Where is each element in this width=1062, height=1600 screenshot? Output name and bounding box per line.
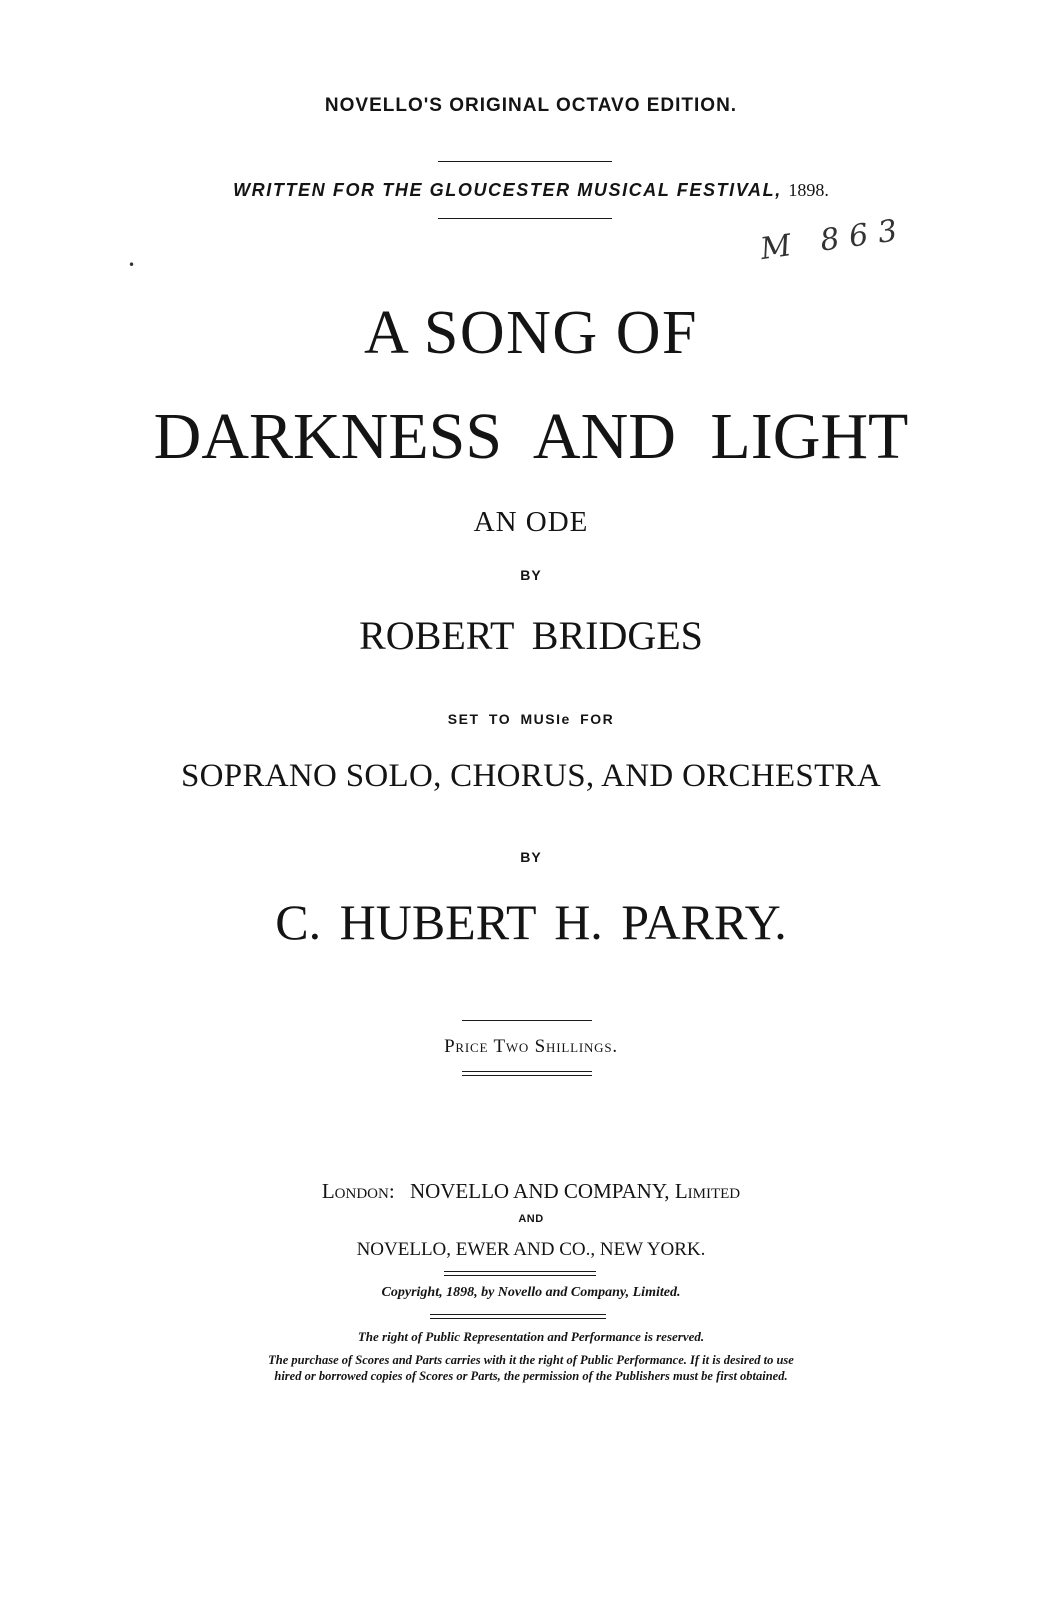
composer-name: C. HUBERT H. PARRY. [275,894,787,950]
price-line: Price Two Shillings. [444,1036,618,1057]
rights-line-2: The purchase of Scores and Parts carries with it the right of Public Performance. If it is desired to use [268,1353,794,1367]
imprint-and: AND [518,1213,544,1225]
rule-below-price [462,1071,592,1076]
festival-text: WRITTEN FOR THE GLOUCESTER MUSICAL FESTIVAL, [233,180,782,200]
subtitle: AN ODE [473,506,589,538]
imprint-london-line [0,1181,1062,1202]
imprint-publisher: NOVELLO AND COMPANY, [409,1179,670,1203]
rights-line-3: hired or borrowed copies of Scores or Parts, the permission of the Publishers must be first obtained. [274,1369,788,1383]
stray-dot-icon: • [128,258,136,272]
rule-above-rights [430,1314,606,1319]
rights-line-1: The right of Public Representation and Performance is reserved. [357,1329,705,1344]
title-line-1: A SONG OF [364,299,698,367]
edition-heading: NOVELLO'S ORIGINAL OCTAVO EDITION. [324,95,738,116]
handwritten-mark: M 863 [758,211,910,268]
author-name: ROBERT BRIDGES [359,613,703,658]
imprint-new-york: NOVELLO, EWER AND CO., NEW YORK. [356,1239,706,1260]
set-to-music-label: SET TO MUSIe FOR [447,711,615,727]
title-line-2: DARKNESS AND LIGHT [153,400,909,473]
rule-top [438,161,612,162]
rule-above-price [462,1020,592,1021]
festival-line [0,181,1062,199]
by-label-1: BY [520,567,542,583]
copyright-notice: Copyright, 1898, by Novello and Company, Limited. [381,1285,681,1300]
imprint-london-label: London: [321,1179,395,1203]
rule-under-festival [438,218,612,219]
imprint-limited: Limited [674,1179,741,1203]
rule-above-copyright [444,1271,596,1276]
festival-year: 1898. [788,180,829,200]
scoring: SOPRANO SOLO, CHORUS, AND ORCHESTRA [181,758,881,794]
by-label-2: BY [520,849,542,865]
